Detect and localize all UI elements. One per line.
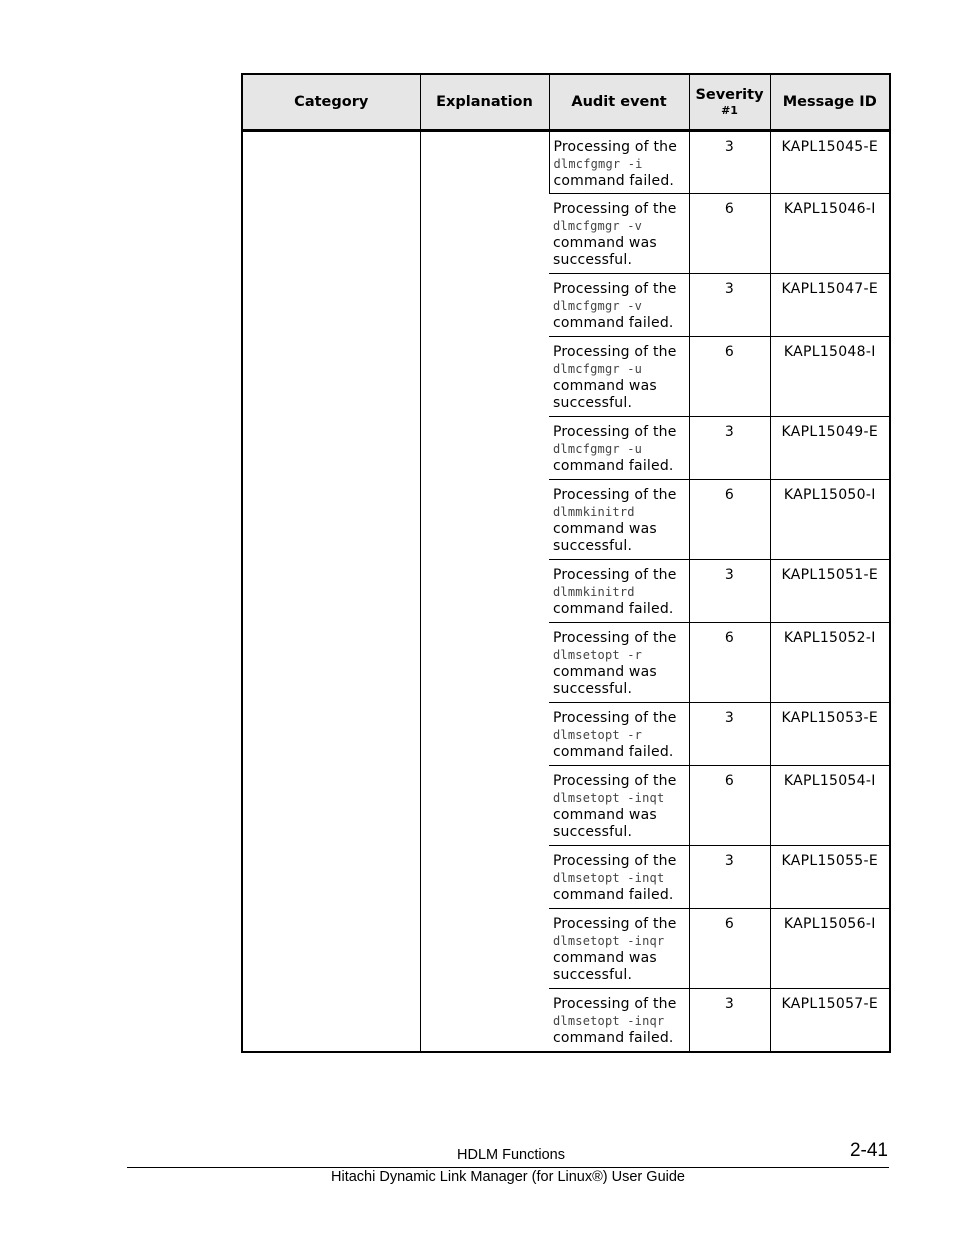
event-suffix: command was successful. (553, 664, 657, 697)
event-command: dlmsetopt -inqt (553, 791, 665, 805)
event-command: dlmsetopt -inqr (553, 1014, 665, 1028)
event-suffix: command failed. (553, 744, 674, 760)
footer-book-title: Hitachi Dynamic Link Manager (for Linux®) User Guide (331, 1169, 685, 1185)
message-id-cell: KAPL15054-I (770, 766, 890, 846)
header-message-id: Message ID (770, 74, 890, 131)
event-prefix: Processing of the (553, 424, 677, 440)
event-prefix: Processing of the (553, 996, 677, 1012)
severity-cell: 6 (689, 909, 770, 989)
severity-cell: 3 (689, 274, 770, 337)
event-command: dlmsetopt -inqt (553, 871, 665, 885)
severity-cell: 3 (689, 989, 770, 1052)
event-prefix: Processing of the (553, 567, 677, 583)
audit-event-cell (549, 703, 689, 766)
event-prefix: Processing of the (553, 344, 677, 360)
message-id-cell: KAPL15049-E (770, 417, 890, 480)
event-command: dlmcfgmgr -v (553, 299, 643, 313)
message-id-cell: KAPL15057-E (770, 989, 890, 1052)
event-suffix: command was successful. (553, 807, 657, 840)
audit-event-cell (549, 989, 689, 1052)
event-prefix: Processing of the (553, 139, 678, 155)
event-prefix: Processing of the (553, 630, 677, 646)
severity-cell: 3 (689, 131, 770, 194)
event-suffix: command was successful. (553, 950, 657, 983)
event-prefix: Processing of the (553, 773, 677, 789)
audit-event-cell (549, 766, 689, 846)
event-command: dlmmkinitrd (553, 585, 635, 599)
severity-cell: 3 (689, 560, 770, 623)
message-id-cell: KAPL15046-I (770, 194, 890, 274)
event-suffix: command was successful. (553, 521, 657, 554)
event-suffix: command was successful. (553, 235, 657, 268)
audit-event-cell (549, 846, 689, 909)
audit-event-cell (549, 194, 689, 274)
event-command: dlmcfgmgr -u (553, 442, 643, 456)
severity-cell: 3 (689, 703, 770, 766)
audit-event-cell (549, 623, 689, 703)
event-suffix: command was successful. (553, 378, 657, 411)
severity-cell: 6 (689, 194, 770, 274)
audit-event-cell (549, 131, 689, 194)
severity-cell: 6 (689, 623, 770, 703)
footer-page-number: 2-41 (849, 1140, 888, 1161)
audit-event-cell (549, 909, 689, 989)
message-id-cell: KAPL15056-I (770, 909, 890, 989)
audit-event-table (241, 73, 891, 1053)
event-suffix: command failed. (553, 887, 674, 903)
severity-cell: 6 (689, 480, 770, 560)
header-severity-label: Severity (695, 87, 764, 103)
severity-cell: 3 (689, 846, 770, 909)
audit-event-cell (549, 480, 689, 560)
event-suffix: command failed. (553, 1030, 674, 1046)
event-suffix: command failed. (553, 601, 674, 617)
message-id-cell: KAPL15045-E (770, 131, 890, 194)
audit-event-cell (549, 560, 689, 623)
footer-divider (127, 1167, 889, 1168)
event-command: dlmmkinitrd (553, 505, 635, 519)
table-row (242, 131, 890, 194)
header-category: Category (242, 74, 420, 131)
footer-section-title: HDLM Functions (457, 1147, 565, 1163)
event-command: dlmcfgmgr -i (553, 157, 643, 171)
event-command: dlmcfgmgr -v (553, 219, 643, 233)
event-prefix: Processing of the (553, 853, 677, 869)
event-command: dlmcfgmgr -u (553, 362, 643, 376)
event-prefix: Processing of the (553, 916, 677, 932)
event-command: dlmsetopt -r (553, 728, 643, 742)
event-command: dlmsetopt -r (553, 648, 643, 662)
header-severity (689, 74, 770, 131)
audit-event-cell (549, 417, 689, 480)
message-id-cell: KAPL15050-I (770, 480, 890, 560)
header-explanation: Explanation (420, 74, 549, 131)
explanation-cell (420, 131, 549, 1052)
message-id-cell: KAPL15053-E (770, 703, 890, 766)
header-severity-note: #1 (721, 104, 738, 117)
message-id-cell: KAPL15047-E (770, 274, 890, 337)
severity-cell: 3 (689, 417, 770, 480)
message-id-cell: KAPL15048-I (770, 337, 890, 417)
message-id-cell: KAPL15052-I (770, 623, 890, 703)
severity-cell: 6 (689, 337, 770, 417)
event-prefix: Processing of the (553, 281, 677, 297)
event-prefix: Processing of the (553, 710, 677, 726)
table-header-row (242, 74, 890, 131)
severity-cell: 6 (689, 766, 770, 846)
event-suffix: command failed. (553, 173, 675, 189)
message-id-cell: KAPL15051-E (770, 560, 890, 623)
audit-event-cell (549, 274, 689, 337)
message-id-cell: KAPL15055-E (770, 846, 890, 909)
event-suffix: command failed. (553, 315, 674, 331)
event-suffix: command failed. (553, 458, 674, 474)
event-command: dlmsetopt -inqr (553, 934, 665, 948)
event-prefix: Processing of the (553, 201, 677, 217)
event-prefix: Processing of the (553, 487, 677, 503)
audit-event-cell (549, 337, 689, 417)
category-cell (242, 131, 420, 1052)
header-audit-event: Audit event (549, 74, 689, 131)
